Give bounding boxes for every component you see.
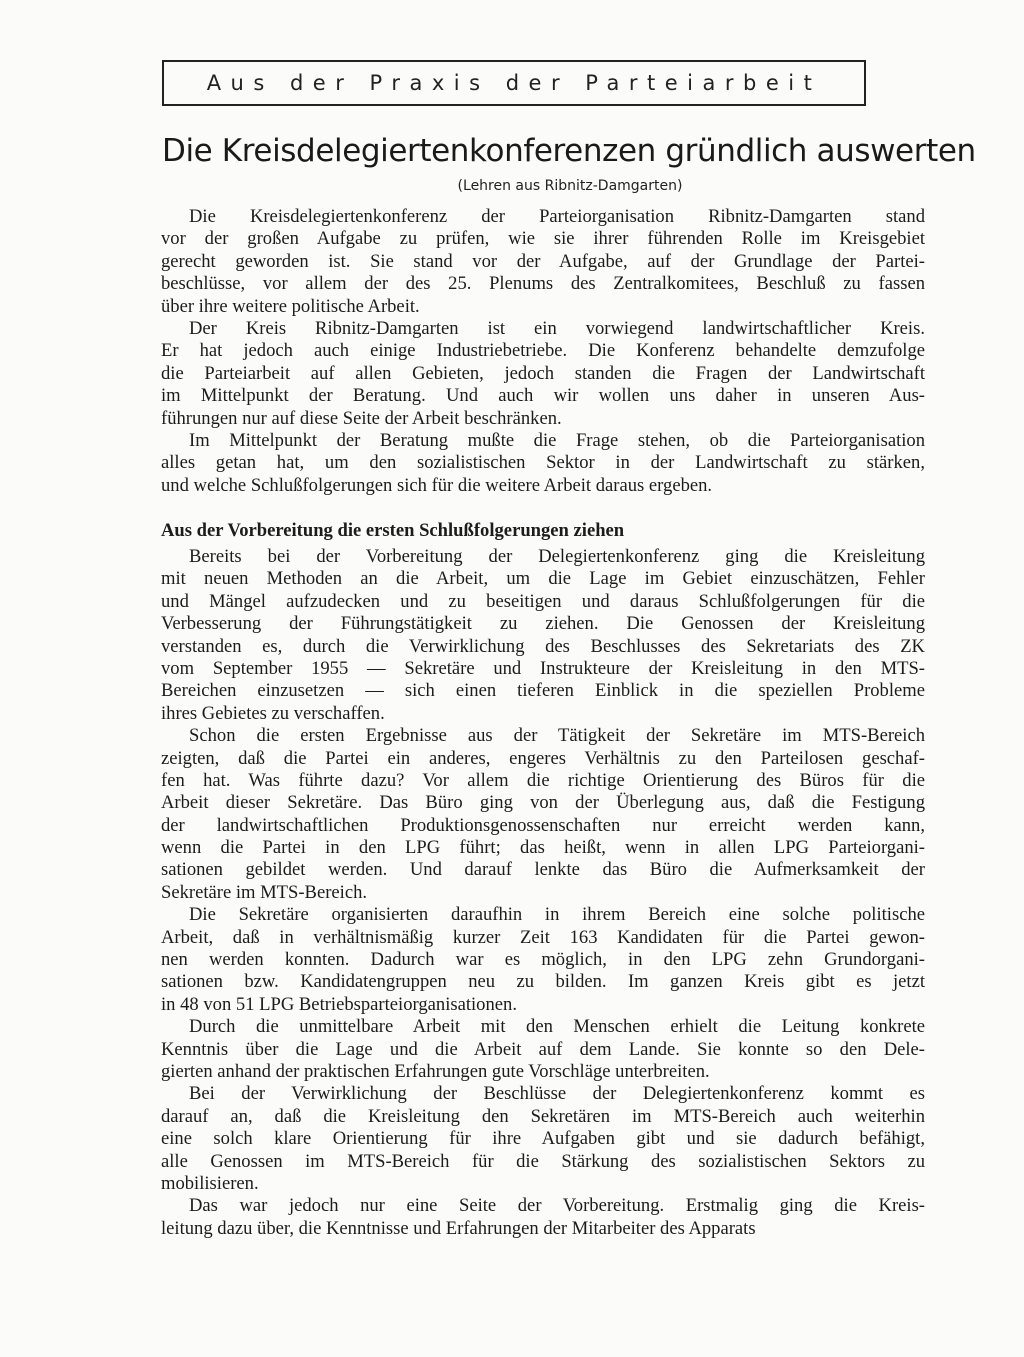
text-line: Er hat jedoch auch einige Industriebetriebe. Die Konferenz behandelte demzufolge bbox=[161, 340, 925, 362]
intro-paragraphs bbox=[161, 206, 925, 497]
text-line: vor der großen Aufgabe zu prüfen, wie sie ihrer führenden Rolle im Kreisgebiet bbox=[161, 228, 925, 250]
text-line: gerecht geworden ist. Sie stand vor der Aufgabe, auf der Grundlage der Partei- bbox=[161, 250, 925, 272]
text-line: sationen bzw. Kandidatengruppen neu zu bilden. Im ganzen Kreis gibt es jetzt bbox=[161, 971, 925, 993]
text-line: die Parteiarbeit auf allen Gebieten, jedoch standen die Fragen der Landwirtschaft bbox=[161, 362, 925, 384]
text-line: mit neuen Methoden an die Arbeit, um die Lage im Gebiet einzuschätzen, Fehler bbox=[161, 568, 925, 590]
text-line: zeigten, daß die Partei ein anderes, engeres Verhältnis zu den Parteilosen geschaf- bbox=[161, 747, 925, 769]
text-line: mobilisieren. bbox=[161, 1172, 259, 1194]
text-line: und Mängel aufzudecken und zu beseitigen und daraus Schlußfolgerungen für die bbox=[161, 590, 925, 612]
article-headline: Die Kreisdelegiertenkonferenzen gründlich auswerten bbox=[162, 133, 976, 169]
text-line: sationen gebildet werden. Und darauf lenkte das Büro die Aufmerksamkeit der bbox=[161, 859, 925, 881]
text-line: vom September 1955 — Sekretäre und Instrukteure der Kreisleitung in den MTS- bbox=[161, 657, 925, 679]
text-line: alle Genossen im MTS-Bereich für die Stärkung des sozialistischen Sektors zu bbox=[161, 1150, 925, 1172]
text-line: Sekretäre im MTS-Bereich. bbox=[161, 881, 368, 903]
text-line: wenn die Partei in den LPG führt; das heißt, wenn in allen LPG Parteiorgani- bbox=[161, 837, 925, 859]
section-header-box bbox=[162, 60, 866, 106]
text-line: eine solch klare Orientierung für ihre Aufgaben gibt und sie dadurch befähigt, bbox=[161, 1128, 925, 1150]
text-line: gierten anhand der praktischen Erfahrungen gute Vorschläge unterbreiten. bbox=[161, 1060, 710, 1082]
text-line: Im Mittelpunkt der Beratung mußte die Frage stehen, ob die Parteiorganisation bbox=[189, 429, 925, 451]
text-line: Bereits bei der Vorbereitung der Delegiertenkonferenz ging die Kreisleitung bbox=[189, 546, 925, 567]
text-line: Die Kreisdelegiertenkonferenz der Parteiorganisation Ribnitz-Damgarten stand bbox=[189, 206, 925, 227]
section-paragraphs bbox=[161, 546, 925, 1240]
section-header: Aus der Praxis der Parteiarbeit bbox=[206, 71, 822, 95]
text-line: alles getan hat, um den sozialistischen Sektor in der Landwirtschaft zu stärken, bbox=[161, 452, 925, 474]
text-line: Bei der Verwirklichung der Beschlüsse der Delegiertenkonferenz kommt es bbox=[189, 1083, 925, 1105]
text-line: Arbeit dieser Sekretäre. Das Büro ging von der Überlegung aus, daß die Festigung bbox=[161, 792, 925, 814]
text-line: leitung dazu über, die Kenntnisse und Erfahrungen der Mitarbeiter des Apparats bbox=[161, 1217, 756, 1239]
text-line: Kenntnis über die Lage und die Arbeit auf dem Lande. Sie konnte so den Dele- bbox=[161, 1038, 925, 1060]
text-line: führungen nur auf diese Seite der Arbeit beschränken. bbox=[161, 407, 562, 429]
text-line: Verbesserung der Führungstätigkeit zu ziehen. Die Genossen der Kreisleitung bbox=[161, 613, 925, 635]
text-line: darauf an, daß die Kreisleitung den Sekretären im MTS-Bereich auch weiterhin bbox=[161, 1105, 925, 1127]
text-line: nen werden konnten. Dadurch war es möglich, in den LPG zehn Grundorgani- bbox=[161, 949, 925, 971]
text-line: über ihre weitere politische Arbeit. bbox=[161, 295, 420, 317]
text-line: im Mittelpunkt der Beratung. Und auch wir wollen uns daher in unseren Aus- bbox=[161, 385, 925, 407]
text-line: Durch die unmittelbare Arbeit mit den Menschen erhielt die Leitung konkrete bbox=[189, 1016, 925, 1038]
text-line: Arbeit, daß in verhältnismäßig kurzer Zeit 163 Kandidaten für die Partei gewon- bbox=[161, 926, 925, 948]
text-line: in 48 von 51 LPG Betriebsparteiorganisationen. bbox=[161, 993, 517, 1015]
text-line: beschlüsse, vor allem der des 25. Plenums des Zentralkomitees, Beschluß zu fassen bbox=[161, 273, 925, 295]
text-line: Der Kreis Ribnitz-Damgarten ist ein vorwiegend landwirtschaftlicher Kreis. bbox=[189, 317, 925, 339]
article-subheadline: (Lehren aus Ribnitz-Damgarten) bbox=[457, 178, 683, 194]
text-line: Das war jedoch nur eine Seite der Vorbereitung. Erstmalig ging die Kreis- bbox=[189, 1195, 925, 1217]
text-line: Schon die ersten Ergebnisse aus der Tätigkeit der Sekretäre im MTS-Bereich bbox=[189, 725, 925, 747]
text-line: verstanden es, durch die Verwirklichung des Beschlusses des Sekretariats des ZK bbox=[161, 635, 925, 657]
text-line: fen hat. Was führte dazu? Vor allem die richtige Orientierung des Büros für die bbox=[161, 769, 925, 791]
text-line: und welche Schlußfolgerungen sich für die weitere Arbeit daraus ergeben. bbox=[161, 474, 713, 496]
section-subheading: Aus der Vorbereitung die ersten Schlußfolgerungen ziehen bbox=[161, 520, 625, 541]
text-line: ihres Gebietes zu verschaffen. bbox=[161, 702, 385, 724]
text-line: der landwirtschaftlichen Produktionsgenossenschaften nur erreicht werden kann, bbox=[161, 814, 925, 836]
text-line: Bereichen einzusetzen — sich einen tieferen Einblick in die speziellen Probleme bbox=[161, 680, 925, 702]
text-line: Die Sekretäre organisierten daraufhin in ihrem Bereich eine solche politische bbox=[189, 904, 925, 926]
